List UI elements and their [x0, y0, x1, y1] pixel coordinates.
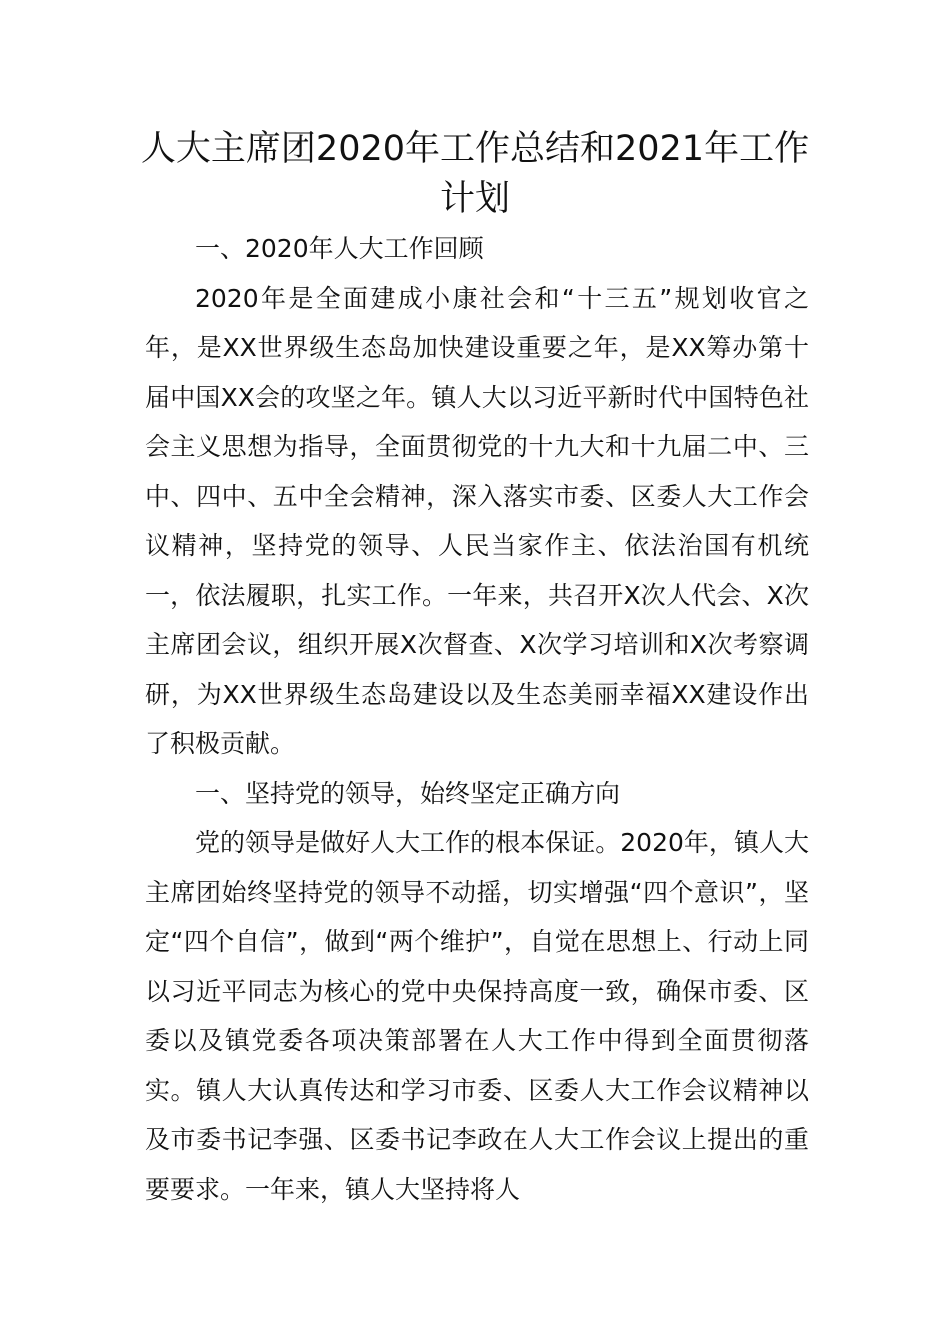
body-paragraph: 党的领导是做好人大工作的根本保证。2020年，镇人大主席团始终坚持党的领导不动摇，切实增强“四个意识”，坚定“四个自信”，做到“两个维护”，自觉在思想上、行动上同以习近平同志为核心的党中央保持高度一致，确保市委、区委以及镇党委各项决策部署在人大工作中得到全面贯彻落实。镇人大认真传达和学习市委、区委人大工作会议精神以及市委书记李强、区委书记李政在人大工作会议上提出的重要要求。一年来，镇人大坚持将人 — [145, 828, 809, 1204]
document-title: 人大主席团2020年工作总结和2021年工作计划 — [140, 129, 810, 219]
section-heading: 一、坚持党的领导，始终坚定正确方向 — [195, 778, 621, 808]
body-paragraph: 2020年是全面建成小康社会和“十三五”规划收官之年，是XX世界级生态岛加快建设重要之年，是XX筹办第十届中国XX会的攻坚之年。镇人大以习近平新时代中国特色社会主义思想为指导，全面贯彻党的十九大和十九届二中、三中、四中、五中全会精神，深入落实市委、区委人大工作会议精神，坚持党的领导、人民当家作主、依法治国有机统一，依法履职，扎实工作。一年来，共召开X次人代会、X次主席团会议，组织开展X次督查、X次学习培训和X次考察调研，为XX世界级生态岛建设以及生态美丽幸福XX建设作出了积极贡献。 — [145, 283, 809, 758]
section-heading: 一、2020年人大工作回顾 — [195, 234, 484, 263]
document-body — [145, 224, 809, 1214]
